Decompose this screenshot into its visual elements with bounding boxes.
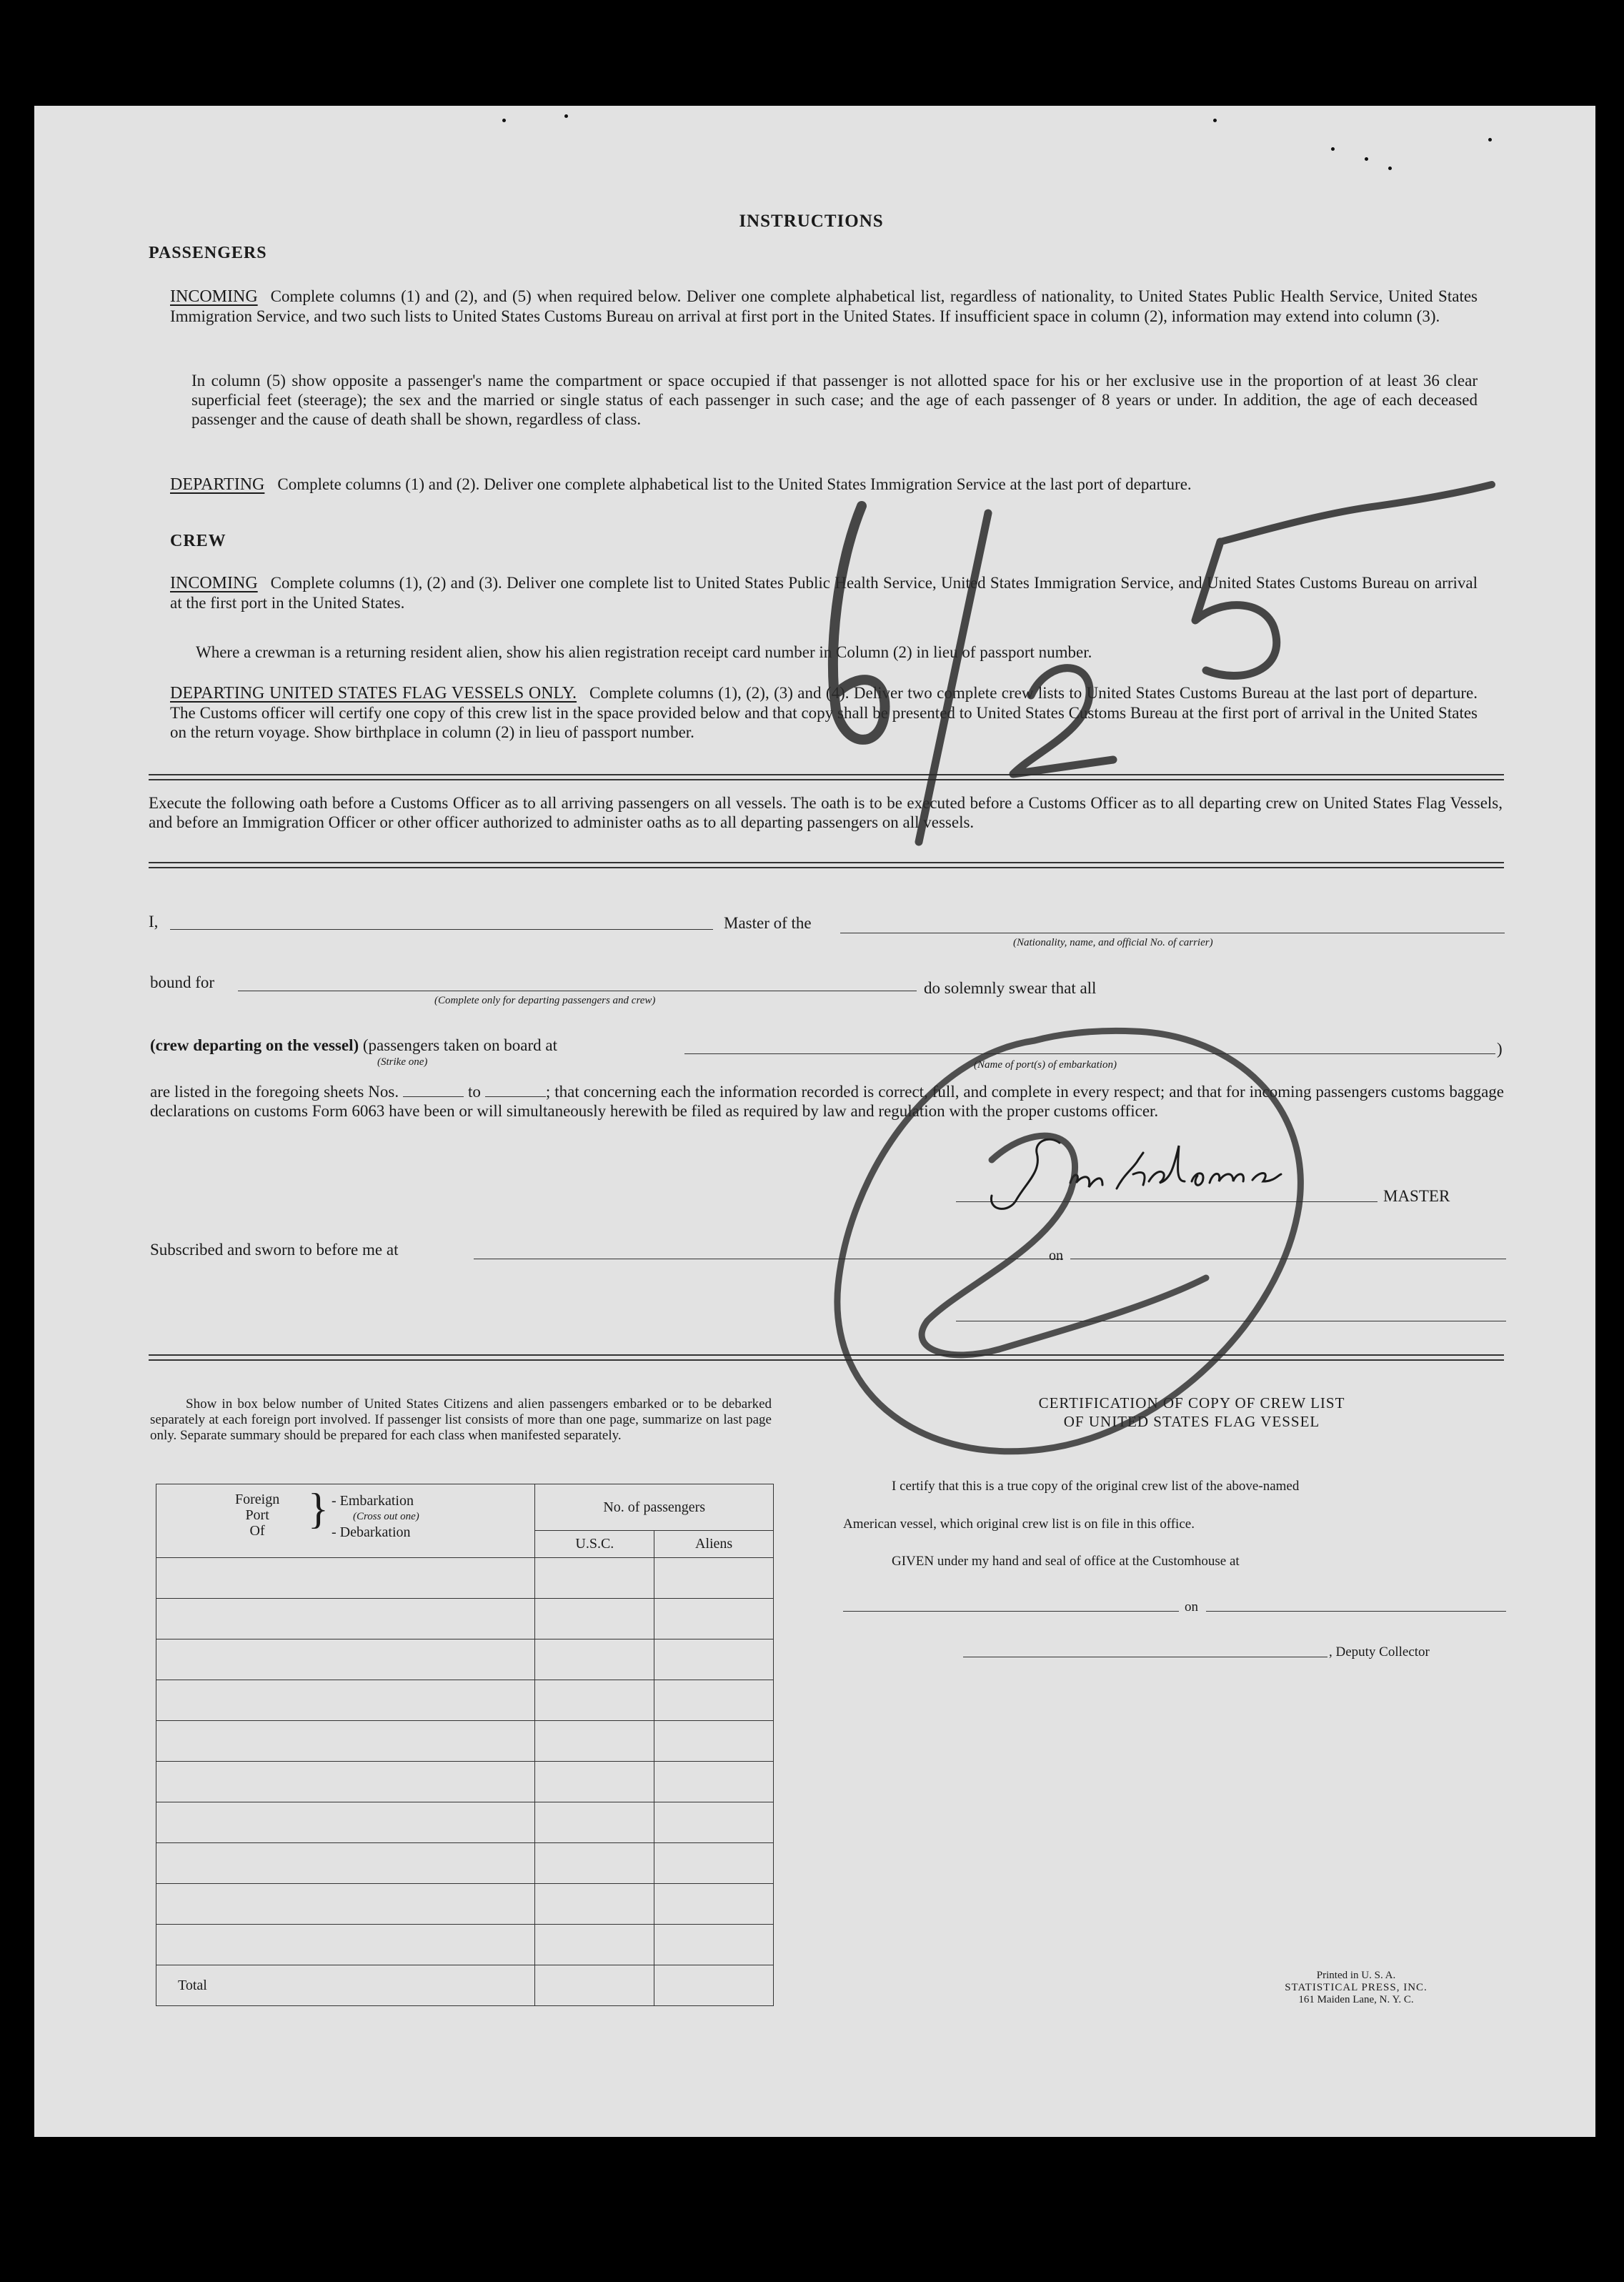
circled-2-mark	[34, 106, 1595, 2137]
passengers-heading: PASSENGERS	[149, 244, 267, 262]
no-passengers-header: No. of passengers	[535, 1484, 774, 1531]
crew-heading: CREW	[170, 532, 226, 550]
port-header-cell: Foreign Port Of } - Embarkation (Cross out one) - Debarkation	[156, 1484, 535, 1558]
summary-instructions: Show in box below number of United States Citizens and alien passengers embarked or to be debarked separately at each foreign port involved. If passenger list consists of more than one page, summarize on last page only. Separate summary should be prepared for each class when manifested separately.	[150, 1397, 772, 1443]
crew-resident-alien: Where a crewman is a returning resident alien, show his alien registration receipt card number in Column (2) in lieu of passport number.	[196, 643, 1092, 661]
master-label: MASTER	[1383, 1187, 1450, 1205]
certification-heading: CERTIFICATION OF COPY OF CREW LIST OF UNITED STATES FLAG VESSEL	[1038, 1394, 1345, 1430]
page-title: INSTRUCTIONS	[739, 212, 884, 231]
swear-label: do solemnly swear that all	[924, 979, 1097, 997]
carrier-caption: (Nationality, name, and official No. of carrier)	[1013, 937, 1213, 948]
given-text: GIVEN under my hand and seal of office at the Customhouse at	[892, 1554, 1240, 1569]
port-caption: (Name of port(s) of embarkation)	[974, 1059, 1117, 1071]
printer-imprint: Printed in U. S. A. STATISTICAL PRESS, INC. 161 Maiden Lane, N. Y. C.	[1285, 1970, 1428, 2005]
i-label: I,	[149, 913, 159, 931]
master-of-label: Master of the	[724, 914, 812, 932]
form-page	[34, 106, 1595, 2137]
deputy-collector-label: , Deputy Collector	[1329, 1644, 1430, 1660]
crew-incoming-label: INCOMING	[170, 574, 258, 592]
crew-departing-label: DEPARTING UNITED STATES FLAG VESSELS ONLY.	[170, 684, 577, 703]
on-label: on	[1049, 1248, 1063, 1264]
cert-on-label: on	[1185, 1599, 1198, 1614]
listed-paragraph: are listed in the foregoing sheets Nos. to ; that concerning each the information recorded is correct, full, and complete in every respect; and that for incoming passengers customs baggage declarations on customs Form 6063 have been or will simultaneously herewith be filed as required by law and regulation with the proper customs officer.	[150, 1083, 1505, 1120]
usc-header: U.S.C.	[535, 1531, 654, 1558]
aliens-header: Aliens	[654, 1531, 774, 1558]
crew-departing: DEPARTING UNITED STATES FLAG VESSELS ONLY. Complete columns (1), (2), (3) and (4). Deliver two complete crew lists to United States Customs Bureau at the last port of departure. The Customs officer will certify one copy of this crew list in the space provided below and that copy shall be presented to United States Customs Bureau at the first port of arrival in the United States on the return voyage. Show birthplace in column (2) in lieu of passport number.	[170, 684, 1478, 741]
subscribed-label: Subscribed and sworn to before me at	[150, 1241, 399, 1259]
incoming-label: INCOMING	[170, 287, 258, 306]
crew-incoming: INCOMING Complete columns (1), (2) and (3). Deliver one complete list to United States Public Health Service, United States Immigration Service, and United States Customs Bureau on arrival at the first port in the United States.	[170, 574, 1478, 612]
oath-intro: Execute the following oath before a Customs Officer as to all arriving passengers on all vessels. The oath is to be executed before a Customs Officer as to all departing crew on United States Flag Vessels, and before an Immigration Officer or other officer authorized to administer oaths as to all departing passengers on all vessels.	[149, 794, 1503, 831]
bound-caption: (Complete only for departing passengers and crew)	[434, 995, 656, 1006]
certify-text: I certify that this is a true copy of the original crew list of the above-named	[892, 1479, 1300, 1494]
close-paren: )	[1497, 1040, 1503, 1058]
departing-label: DEPARTING	[170, 475, 265, 494]
bound-for-label: bound for	[150, 973, 215, 991]
passengers-departing: DEPARTING Complete columns (1) and (2). Deliver one complete alphabetical list to the United States Immigration Service at the last port of departure.	[170, 475, 1192, 494]
american-vessel-text: American vessel, which original crew list is on file in this office.	[843, 1517, 1195, 1532]
column5-paragraph: In column (5) show opposite a passenger's name the compartment or space occupied if that passenger is not allotted space for his or her exclusive use in the proportion of at least 36 clear superficial feet (steerage); the sex and the married or single status of each passenger in such case; and the age of each passenger of 8 years or under. In addition, the age of each deceased passenger and the cause of death shall be shown, regardless of class.	[191, 372, 1478, 428]
passengers-incoming: INCOMING Complete columns (1) and (2), and (5) when required below. Deliver one complete alphabetical list, regardless of nationality, to United States Public Health Service, United States Immigration Service, and two such lists to United States Customs Bureau on arrival at first port in the United States. If insufficient space in column (2), information may extend into column (3).	[170, 287, 1478, 325]
crew-passenger-line: (crew departing on the vessel) (passengers taken on board at	[150, 1036, 557, 1054]
strike-one-caption: (Strike one)	[377, 1056, 428, 1068]
total-label: Total	[156, 1965, 535, 2006]
